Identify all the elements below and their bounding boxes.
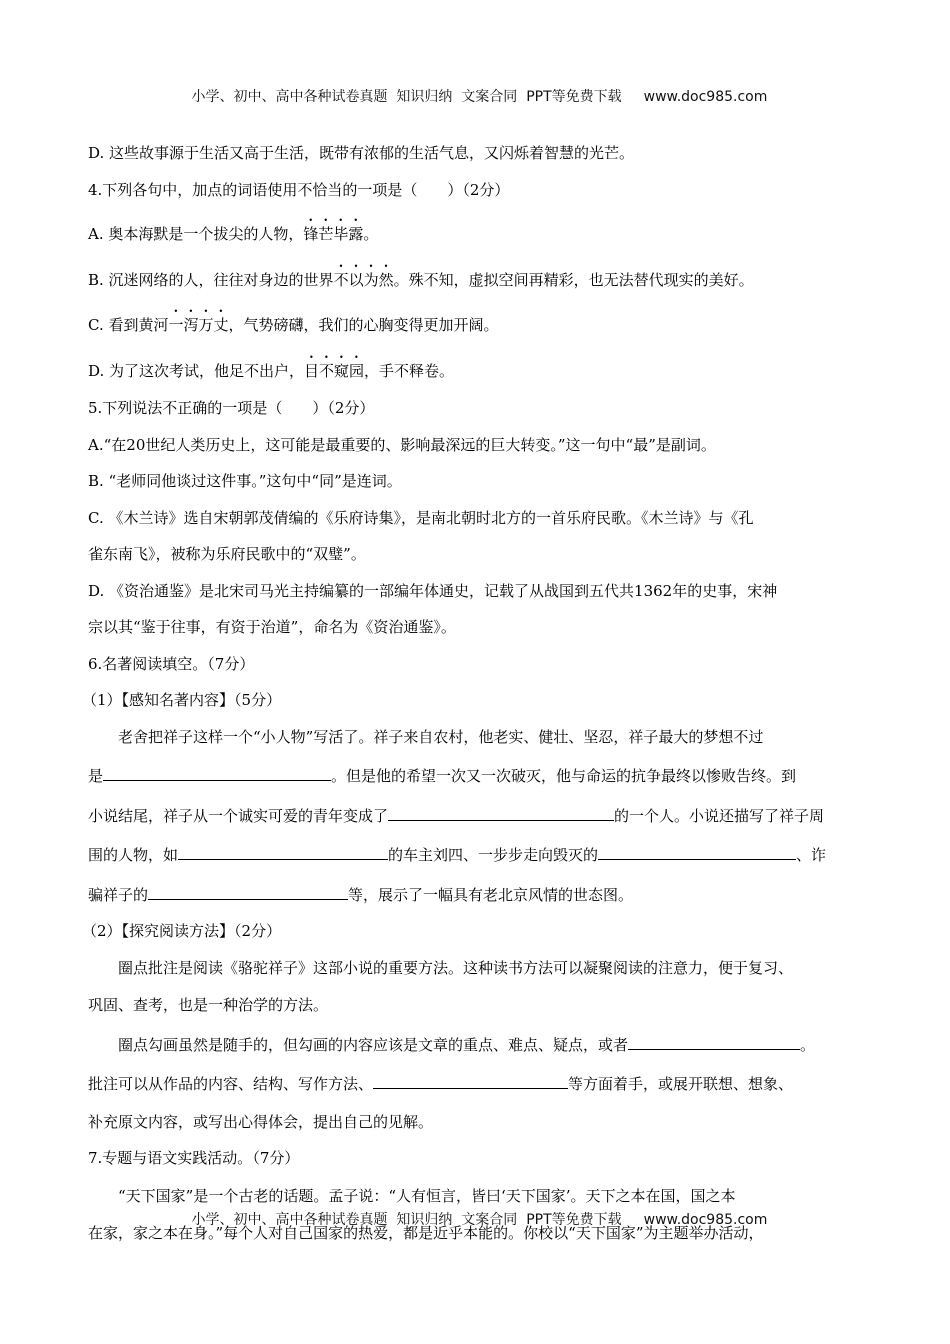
q6-part1-line1: 老舍把祥子这样一个“小人物”写活了。祥子来自农村，他老实、健壮、坚忍，祥子最大的梦想不过 (118, 727, 764, 746)
q6-part1-line4: 围的人物，如 的车主刘四、一步步走向毁灭的 、诈 (88, 843, 868, 865)
q3-option-d: D. 这些故事源于生活又高于生活，既带有浓郁的生活气息，又闪烁着智慧的光芒。 (88, 144, 635, 162)
q5-option-c-line1: C. 《木兰诗》选自宋朝郭茂倩编的《乐府诗集》，是南北朝时北方的一首乐府民歌。《木兰诗》与《孔 (88, 508, 754, 527)
q4-stem: 4.下列各句中，加点的词语使用不恰当的一项是（ ）（2分） (88, 180, 510, 199)
q5-option-a: A.“在20世纪人类历史上，这可能是最重要的、影响最深远的巨大转变。”这一句中“最”是副词。 (88, 435, 716, 454)
q5-option-c-line2: 雀东南飞》，被称为乐府民歌中的“双璧”。 (88, 545, 366, 563)
emphasized-phrase: 目不窥园 (304, 361, 365, 380)
footer-url[interactable]: www.doc985.com (643, 1212, 768, 1228)
q6-part2-line5: 补充原文内容，或写出心得体会，提出自己的见解。 (88, 1112, 434, 1131)
page-footer (0, 1193, 950, 1229)
header-text: 小学、初中、高中各种试卷真题 知识归纳 文案合同 PPT等免费下载 (191, 89, 622, 105)
q6-part2-line1: 圈点批注是阅读《骆驼祥子》这部小说的重要方法。这种读书方法可以凝聚阅读的注意力，便于复习、 (118, 958, 794, 977)
q5-option-b: B. “老师同他谈过这件事。”这句中“同”是连词。 (88, 472, 402, 490)
q6-part2-line4: 批注可以从作品的内容、结构、写作方法、 等方面着手，或展开联想、想象、 (88, 1072, 868, 1094)
q7-stem: 7.专题与语文实践活动。（7分） (88, 1149, 300, 1167)
emphasized-phrase: 一泻万丈 (168, 316, 229, 334)
q6-part1-line5: 骗祥子的 等，展示了一幅具有老北京风情的世态图。 (88, 883, 868, 905)
page-header (0, 70, 950, 106)
q4-option-c: C. 看到黄河一泻万丈，气势磅礴，我们的心胸变得更加开阔。 (88, 316, 499, 334)
q6-part1-line2: 是 。但是他的希望一次又一次破灭，他与命运的抗争最终以惨败告终。到 (88, 764, 868, 786)
answer-blank[interactable] (598, 843, 796, 860)
q6-part2-line2: 巩固、查考，也是一种治学的方法。 (88, 996, 329, 1014)
answer-blank[interactable] (388, 804, 614, 821)
q5-stem: 5.下列说法不正确的一项是（ ）（2分） (88, 399, 375, 417)
q5-option-d-line1: D. 《资治通鉴》是北宋司马光主持编纂的一部编年体通史，记载了从战国到五代共1362年的史事，宋神 (88, 581, 778, 600)
answer-blank[interactable] (628, 1033, 800, 1050)
q7-line1: “天下国家”是一个古老的话题。孟子说：“人有恒言，皆曰‘天下国家’。天下之本在国，国之本 (118, 1186, 736, 1205)
header-url[interactable]: www.doc985.com (643, 89, 768, 105)
answer-blank[interactable] (178, 843, 388, 860)
q7-line2: 在家，家之本在身。”每个人对自己国家的热爱，都是近乎本能的。你校以“天下国家”为主题举办活动， (88, 1224, 764, 1242)
q4-option-a: A. 奥本海默是一个拔尖的人物，锋芒毕露。 (88, 225, 379, 243)
q6-part1-title: （1）【感知名著内容】（5分） (82, 691, 282, 709)
q6-part1-line3: 小说结尾，祥子从一个诚实可爱的青年变成了 的一个人。小说还描写了祥子周 (88, 804, 868, 826)
q5-option-d-line2: 宗以其“鉴于往事，有资于治道”，命名为《资治通鉴》。 (88, 618, 456, 636)
answer-blank[interactable] (373, 1072, 568, 1089)
q6-stem: 6.名著阅读填空。（7分） (88, 654, 255, 673)
footer-text: 小学、初中、高中各种试卷真题 知识归纳 文案合同 PPT等免费下载 (191, 1212, 622, 1228)
emphasized-phrase: 不以为然 (333, 270, 394, 289)
q4-option-d: D. 为了这次考试，他足不出户，目不窥园，手不释卷。 (88, 361, 455, 380)
answer-blank[interactable] (148, 883, 348, 900)
exam-content (82, 143, 868, 1260)
emphasized-phrase: 锋芒毕露 (303, 225, 364, 243)
q6-part2-line3: 圈点勾画虽然是随手的，但勾画的内容应该是文章的重点、难点、疑点，或者 。 (88, 1033, 868, 1055)
q4-option-b: B. 沉迷网络的人，往往对身边的世界不以为然。殊不知，虚拟空间再精彩，也无法替代现实的美好。 (88, 270, 754, 289)
q6-part2-title: （2）【探究阅读方法】（2分） (82, 922, 282, 940)
answer-blank[interactable] (103, 764, 331, 781)
